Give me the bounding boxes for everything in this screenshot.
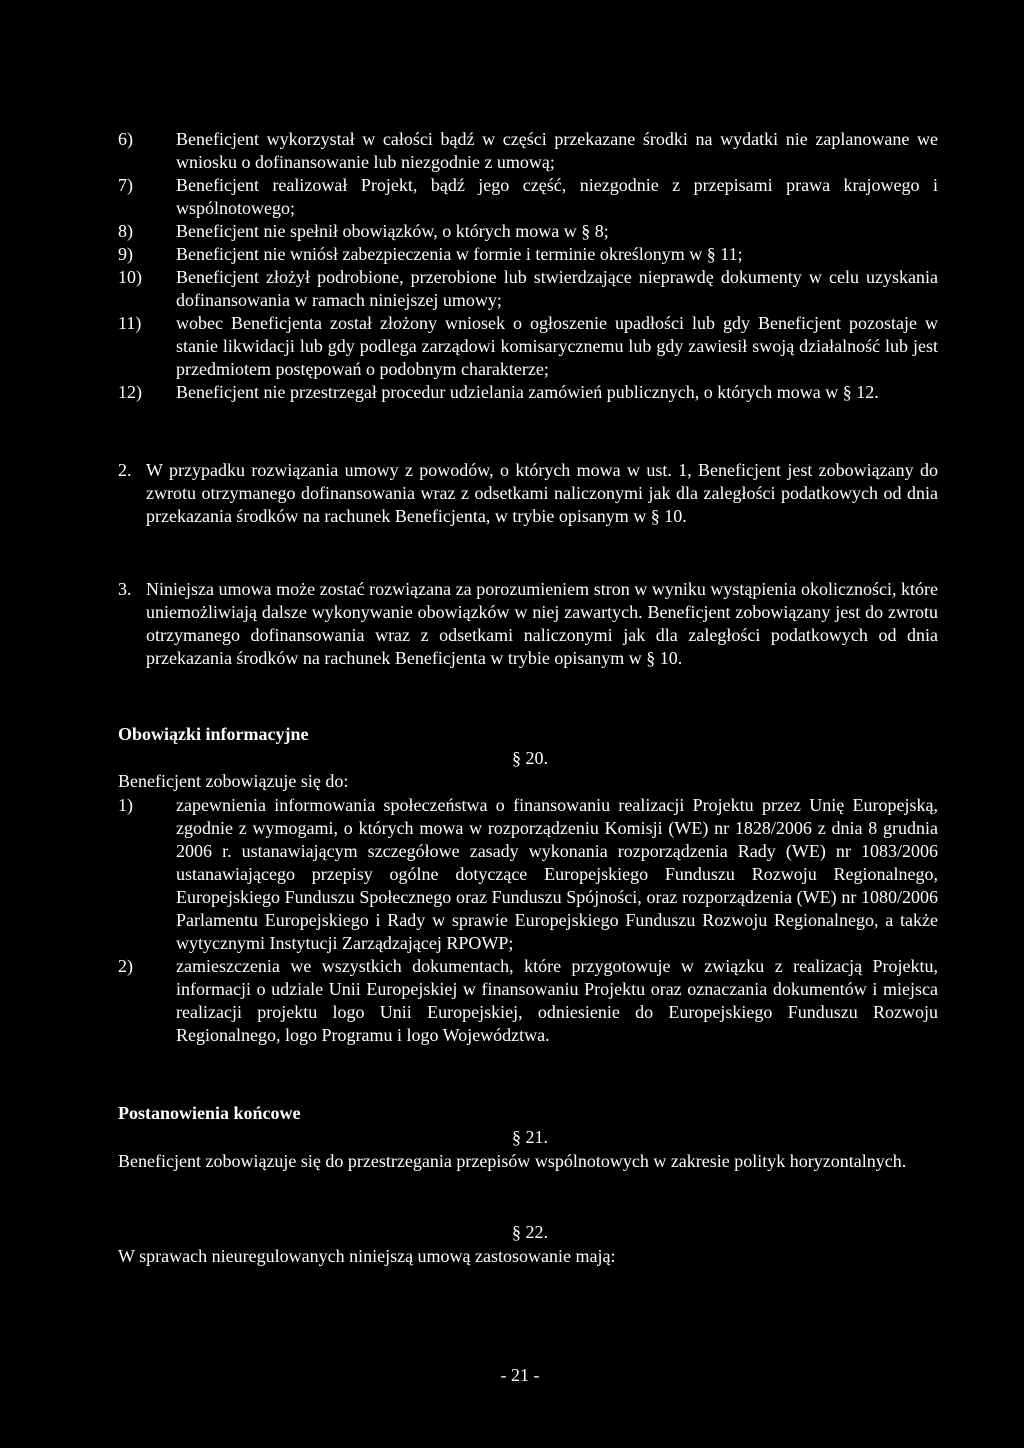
list-item-text: Beneficjent realizował Projekt, bądź jego część, niezgodnie z przepisami prawa krajowego i wspólnotowego; [176,175,938,218]
list-item-number: 2) [118,956,133,976]
point-3 [118,578,938,670]
list-item-text: zamieszczenia we wszystkich dokumentach, które przygotowuje w związku z realizacją Projektu, informacji o udziale Unii Europejskiej w finansowaniu Projektu oraz oznaczania dokumentów i miejsca realizacji projektu logo Unii Europejskiej, odniesienie do Europejskiego Funduszu Rozwoju Regionalnego, logo Programu i logo Województwa. [176,956,938,1045]
list-item-text: Beneficjent wykorzystał w całości bądź w części przekazane środki na wydatki nie zaplanowane we wniosku o dofinansowanie lub niezgodnie z umową; [176,129,938,172]
point-number: 3. [118,579,132,599]
list-item [118,794,938,955]
point-text: Niniejsza umowa może zostać rozwiązana za porozumieniem stron w wyniku wystąpienia okoliczności, które uniemożliwiają dalsze wykonywanie obowiązków w niej zawartych. Beneficjent zobowiązany jest do zwrotu otrzymanego dofinansowania wraz z odsetkami naliczonymi jak dla zaległości podatkowych od dnia przekazania środków na rachunek Beneficjenta w trybie opisanym w § 10. [146,579,938,668]
point-number: 2. [118,460,132,480]
list-item [118,266,938,312]
list-item [118,312,938,381]
section-heading-final-provisions: Postanowienia końcowe [118,1103,301,1123]
list-item-text: wobec Beneficjenta został złożony wniosek o ogłoszenie upadłości lub gdy Beneficjent pozostaje w stanie likwidacji lub gdy podlega zarządowi komisarycznemu lub gdy zawiesił swoją działalność lub jest przedmiotem postępowań o podobnym charakterze; [176,313,938,379]
list-item-text: Beneficjent nie wniósł zabezpieczenia w formie i terminie określonym w § 11; [176,244,743,264]
list-item-number: 1) [118,795,133,815]
point-3-row [118,578,938,670]
list-item-number: 10) [118,267,142,287]
section-heading-information-duties: Obowiązki informacyjne [118,724,309,744]
paragraph-number-20: § 20. [512,748,548,768]
list-item [118,128,938,174]
list-item-text: Beneficjent złożył podrobione, przerobione lub stwierdzające nieprawdę dokumenty w celu uzyskania dofinansowania w ramach niniejszej umowy; [176,267,938,310]
list-item [118,243,938,266]
list-item-text: Beneficjent nie spełnił obowiązków, o których mowa w § 8; [176,221,609,241]
list-item-number: 9) [118,244,133,264]
list-item-number: 6) [118,129,133,149]
list-item-number: 7) [118,175,133,195]
list-item-text: Beneficjent nie przestrzegał procedur udzielania zamówień publicznych, o których mowa w § 12. [176,382,879,402]
paragraph-number-21: § 21. [512,1127,548,1147]
list-item [118,220,938,243]
page-number: - 21 - [500,1365,540,1385]
information-duties-list [118,794,938,1047]
paragraph-21-text: Beneficjent zobowiązuje się do przestrzegania przepisów wspólnotowych w zakresie polityk horyzontalnych. [118,1151,907,1171]
list-item [118,174,938,220]
point-text: W przypadku rozwiązania umowy z powodów, o których mowa w ust. 1, Beneficjent jest zobowiązany do zwrotu otrzymanego dofinansowania wraz z odsetkami naliczonymi jak dla zaległości podatkowych od dnia przekazania środków na rachunek Beneficjenta, w trybie opisanym w § 10. [146,460,938,526]
paragraph-22-text: W sprawach nieuregulowanych niniejszą umową zastosowanie mają: [118,1246,616,1266]
list-item-number: 12) [118,382,142,402]
list-item-number: 8) [118,221,133,241]
list-item-text: zapewnienia informowania społeczeństwa o finansowaniu realizacji Projektu przez Unię Europejską, zgodnie z wymogami, o których mowa w rozporządzeniu Komisji (WE) nr 1828/2006 z dnia 8 grudnia 2006 r. ustanawiającym szczegółowe zasady wykonania rozporządzenia Rady (WE) nr 1083/2006 ustanawiającego przepisy ogólne dotyczące Europejskiego Funduszu Rozwoju Regionalnego, Europejskiego Funduszu Społecznego oraz Funduszu Spójności, oraz rozporządzenia (WE) nr 1080/2006 Parlamentu Europejskiego i Rady w sprawie Europejskiego Funduszu Rozwoju Regionalnego, a także wytycznymi Instytucji Zarządzającej RPOWP; [176,795,938,953]
list-item-number: 11) [118,313,142,333]
point-2 [118,459,938,528]
point-2-row [118,459,938,528]
list-item [118,955,938,1047]
list-item [118,381,938,404]
paragraph-number-22: § 22. [512,1222,548,1242]
section-intro: Beneficjent zobowiązuje się do: [118,771,349,791]
termination-reasons-list [118,128,938,404]
